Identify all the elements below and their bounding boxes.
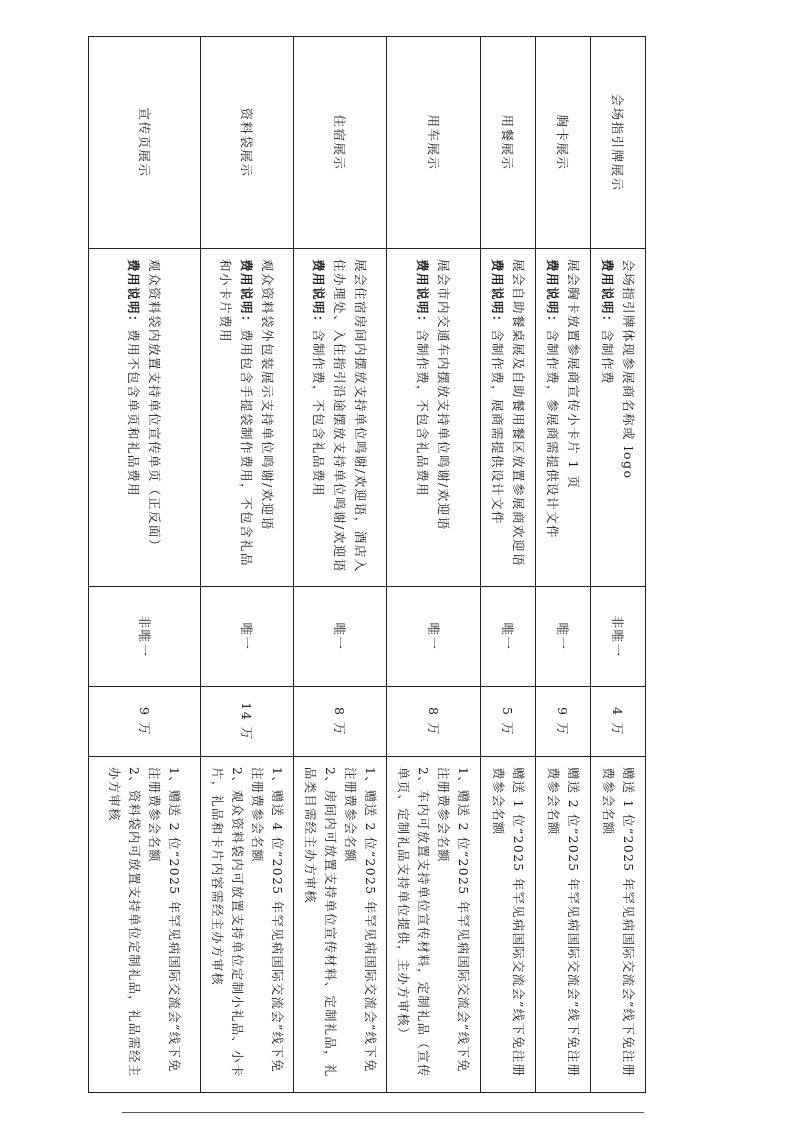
cost-label: 费用说明：	[490, 259, 505, 330]
table-row	[481, 37, 536, 1093]
benefit-item: 1、赠送 2 位“2025 年罕见病国际交流会”线下免注册费参会名额	[147, 767, 182, 1073]
benefit-item: 1、赠送 2 位“2025 年罕见病国际交流会”线下免注册费参会名额	[436, 767, 471, 1073]
exclusivity: 唯一	[481, 587, 536, 687]
item-description	[294, 249, 387, 587]
item-name: 用餐展示	[481, 37, 536, 249]
benefit-item: 1、赠送 2 位“2025 年罕见病国际交流会”线下免注册费参会名额	[343, 767, 377, 1073]
price: 8 万	[294, 687, 387, 757]
price: 5 万	[481, 687, 536, 757]
cost-label: 费用说明：	[600, 259, 615, 330]
cost-text: 费用包含手提袋制作费用，不包含礼品和小卡片费用	[218, 259, 255, 568]
table-row	[294, 37, 387, 1093]
exclusivity: 唯一	[201, 587, 294, 687]
description-text: 展会胸卡放置参展商宣传小卡片 1 页	[566, 259, 581, 490]
cost-text: 含制作费，不包含礼品费用	[311, 329, 327, 498]
table-row	[536, 37, 591, 1093]
description-text: 展会自助餐桌展及自助餐用餐区放置参展商欢迎语	[511, 259, 526, 568]
rotated-page	[107, 36, 646, 1092]
benefits	[536, 757, 591, 1093]
price: 4 万	[591, 687, 646, 757]
benefit-item: 2、车内可放置支持单位宣传材料，定制礼品（宣传单页、定制礼品支持单位提供，主办方审核）	[396, 767, 431, 1078]
exclusivity: 唯一	[536, 587, 591, 687]
benefit-item: 2、观众资料袋内可放置支持单位定制小礼品、小卡片，礼品和卡片内容需经主办方审核	[210, 767, 244, 1078]
item-name: 会场指引牌展示	[591, 37, 646, 249]
item-description	[481, 249, 536, 587]
benefits	[481, 757, 536, 1093]
benefits	[591, 757, 646, 1093]
benefit-item: 2、房间内可放置支持单位宣传材料、定制礼品，礼品类目需经主办方审核	[303, 767, 337, 1078]
table-row	[89, 37, 201, 1093]
description-text: 展会住宿房间内摆放支持单位鸣谢/欢迎语，酒店入住办理处、入住指引沿途摆放支持单位鸣谢/欢迎语	[332, 259, 369, 573]
table-row	[591, 37, 646, 1093]
cost-text: 含制作费，参展商需提供设计文件	[545, 329, 560, 540]
cost-text: 含制作费，展商需提供设计文件	[490, 329, 505, 526]
cost-label: 费用说明：	[239, 259, 255, 330]
price: 9 万	[536, 687, 591, 757]
description-text: 展会市内交通车内摆放支持单位鸣谢/欢迎语	[436, 259, 452, 531]
benefits	[387, 757, 481, 1093]
page-bottom-rule	[122, 1112, 644, 1113]
item-description	[201, 249, 294, 587]
item-description	[536, 249, 591, 587]
benefit-item: 赠送 2 位“2025 年罕见病国际交流会”线下免注册费参会名额	[546, 767, 580, 1078]
price: 8 万	[387, 687, 481, 757]
item-name: 胸卡展示	[536, 37, 591, 249]
cost-text: 含制作费，不包含礼品费用	[415, 329, 431, 498]
cost-label: 费用说明：	[545, 259, 560, 330]
benefit-item: 2、资料袋内可放置支持单位定制礼品，礼品需经主办方审核	[107, 767, 142, 1078]
benefit-item: 1、赠送 4 位“2025 年罕见病国际交流会”线下免注册费参会名额	[250, 767, 284, 1073]
table-row	[387, 37, 481, 1093]
exclusivity: 唯一	[294, 587, 387, 687]
price: 14 万	[201, 687, 294, 757]
item-name: 用车展示	[387, 37, 481, 249]
benefit-item: 赠送 1 位“2025 年罕见病国际交流会”线下免注册费参会名额	[491, 767, 525, 1078]
item-description	[591, 249, 646, 587]
cost-label: 费用说明：	[126, 259, 142, 330]
benefit-item: 赠送 1 位“2025 年罕见病国际交流会”线下免注册费参会名额	[601, 767, 635, 1078]
benefits	[89, 757, 201, 1093]
cost-text: 费用不包含单页和礼品费用	[126, 329, 142, 498]
exclusivity: 非唯一	[591, 587, 646, 687]
sponsorship-table	[88, 36, 646, 1093]
item-name: 宣传页展示	[89, 37, 201, 249]
description-text: 观众资料袋外包装展示支持单位鸣谢/欢迎语	[260, 259, 276, 531]
item-description	[387, 249, 481, 587]
cost-label: 费用说明：	[415, 259, 431, 330]
description-text: 观众资料袋内放置支持单位宣传单页（正反面）	[147, 259, 163, 554]
price: 9 万	[89, 687, 201, 757]
benefits	[294, 757, 387, 1093]
benefits	[201, 757, 294, 1093]
exclusivity: 唯一	[387, 587, 481, 687]
cost-label: 费用说明：	[311, 259, 327, 330]
item-name: 住宿展示	[294, 37, 387, 249]
description-text: 会场指引牌体现参展商名称或 logo	[621, 259, 636, 480]
cost-text: 含制作费	[600, 329, 615, 386]
item-name: 资料袋展示	[201, 37, 294, 249]
exclusivity: 非唯一	[89, 587, 201, 687]
item-description	[89, 249, 201, 587]
table-row	[201, 37, 294, 1093]
